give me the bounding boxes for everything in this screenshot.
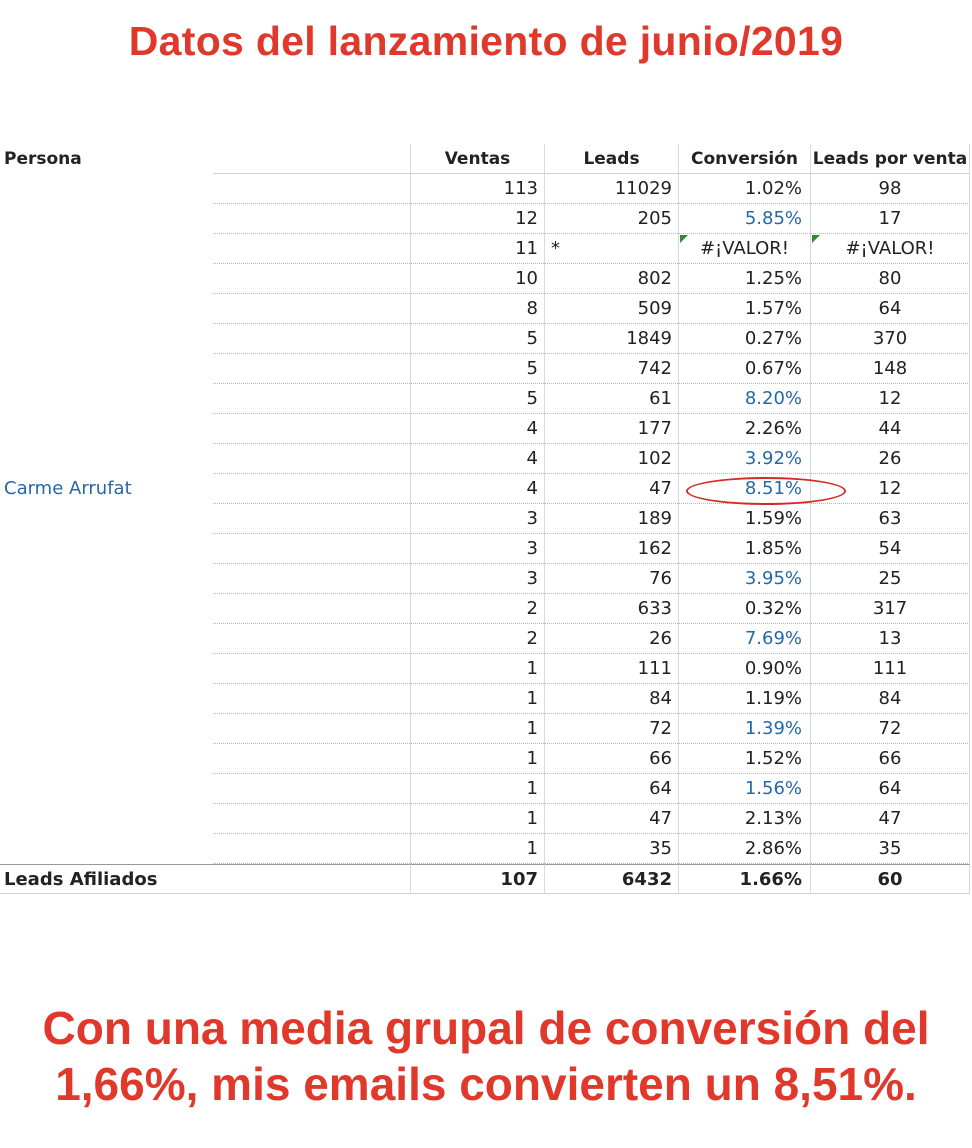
- cell-leads: 802: [544, 264, 678, 294]
- cell-ventas: 8: [410, 294, 544, 324]
- table-row: [0, 834, 972, 864]
- cell-ventas: 113: [410, 174, 544, 204]
- cell-leads-por-venta: 148: [810, 354, 970, 384]
- cell-persona: [0, 654, 410, 684]
- cell-leads-por-venta: 44: [810, 414, 970, 444]
- cell-conversion: 2.13%: [678, 804, 810, 834]
- cell-conversion: 5.85%: [678, 204, 810, 234]
- cell-persona: [0, 714, 410, 744]
- cell-persona: [0, 174, 410, 204]
- table-row: [0, 624, 972, 654]
- footer-ventas: 107: [410, 864, 544, 894]
- cell-leads: 633: [544, 594, 678, 624]
- cell-ventas: 2: [410, 624, 544, 654]
- conclusion-line-2: 1,66%, mis emails convierten un 8,51%.: [55, 1058, 917, 1110]
- table-row: [0, 534, 972, 564]
- cell-ventas: 1: [410, 714, 544, 744]
- error-indicator-icon: [812, 235, 820, 243]
- footer-conversion: 1.66%: [678, 864, 810, 894]
- cell-persona: [0, 744, 410, 774]
- cell-ventas: 4: [410, 474, 544, 504]
- table-header-row: [0, 144, 972, 174]
- table-row: [0, 384, 972, 414]
- table-row: [0, 774, 972, 804]
- conclusion-line-1: Con una media grupal de conversión del: [42, 1002, 930, 1054]
- cell-ventas: 5: [410, 354, 544, 384]
- table-row: [0, 174, 972, 204]
- cell-leads: 189: [544, 504, 678, 534]
- table-footer-row: [0, 864, 972, 894]
- cell-ventas: 5: [410, 384, 544, 414]
- cell-persona: [0, 414, 410, 444]
- cell-ventas: 3: [410, 504, 544, 534]
- cell-conversion: 0.67%: [678, 354, 810, 384]
- cell-conversion: 1.02%: [678, 174, 810, 204]
- cell-leads-por-venta: 47: [810, 804, 970, 834]
- cell-leads-por-venta: 64: [810, 294, 970, 324]
- cell-leads-por-venta: 17: [810, 204, 970, 234]
- cell-ventas: 3: [410, 534, 544, 564]
- table-row: [0, 714, 972, 744]
- cell-leads-por-venta: 317: [810, 594, 970, 624]
- header-ventas: Ventas: [410, 144, 544, 174]
- cell-leads: 72: [544, 714, 678, 744]
- cell-leads: 509: [544, 294, 678, 324]
- cell-leads: 61: [544, 384, 678, 414]
- cell-leads-por-venta: 12: [810, 474, 970, 504]
- cell-persona: [0, 384, 410, 414]
- cell-leads: 742: [544, 354, 678, 384]
- cell-leads: 84: [544, 684, 678, 714]
- cell-leads: 102: [544, 444, 678, 474]
- table-row: [0, 444, 972, 474]
- table-row: [0, 294, 972, 324]
- cell-persona: [0, 804, 410, 834]
- table-row: [0, 744, 972, 774]
- cell-conversion: 3.95%: [678, 564, 810, 594]
- cell-conversion: 1.52%: [678, 744, 810, 774]
- cell-persona: [0, 564, 410, 594]
- header-leads: Leads: [544, 144, 678, 174]
- cell-persona: [0, 294, 410, 324]
- cell-conversion: 1.25%: [678, 264, 810, 294]
- cell-conversion: 7.69%: [678, 624, 810, 654]
- cell-conversion: 0.90%: [678, 654, 810, 684]
- cell-persona: [0, 264, 410, 294]
- cell-persona: [0, 834, 410, 864]
- table-row: [0, 684, 972, 714]
- cell-ventas: 4: [410, 414, 544, 444]
- cell-ventas: 11: [410, 234, 544, 264]
- cell-ventas: 1: [410, 834, 544, 864]
- cell-conversion: 1.85%: [678, 534, 810, 564]
- cell-conversion: 2.86%: [678, 834, 810, 864]
- cell-leads-por-venta: 111: [810, 654, 970, 684]
- cell-leads-por-venta: 84: [810, 684, 970, 714]
- table-row: [0, 414, 972, 444]
- cell-persona: [0, 684, 410, 714]
- spreadsheet-table: [0, 144, 972, 894]
- cell-leads: 66: [544, 744, 678, 774]
- table-row: [0, 564, 972, 594]
- cell-persona: Carme Arrufat: [0, 474, 410, 504]
- cell-leads-por-venta: 370: [810, 324, 970, 354]
- cell-persona: [0, 354, 410, 384]
- cell-ventas: 12: [410, 204, 544, 234]
- cell-persona: [0, 774, 410, 804]
- cell-leads-por-venta: 12: [810, 384, 970, 414]
- cell-leads-por-venta: 54: [810, 534, 970, 564]
- table-row: [0, 504, 972, 534]
- cell-leads-note: *: [551, 238, 560, 259]
- cell-conversion: 3.92%: [678, 444, 810, 474]
- header-conversion: Conversión: [678, 144, 810, 174]
- cell-leads-por-venta: 72: [810, 714, 970, 744]
- cell-persona: [0, 624, 410, 654]
- cell-ventas: 1: [410, 774, 544, 804]
- error-indicator-icon: [680, 235, 688, 243]
- table-row: [0, 354, 972, 384]
- cell-conversion: 8.51%: [678, 474, 810, 504]
- cell-leads: 177: [544, 414, 678, 444]
- conclusion-text: [0, 1000, 972, 1112]
- cell-persona: [0, 594, 410, 624]
- cell-ventas: 5: [410, 324, 544, 354]
- cell-conversion: 1.19%: [678, 684, 810, 714]
- cell-conversion: 0.32%: [678, 594, 810, 624]
- cell-ventas: 3: [410, 564, 544, 594]
- cell-leads-por-venta: 35: [810, 834, 970, 864]
- cell-conversion: 1.56%: [678, 774, 810, 804]
- cell-leads-por-venta: 26: [810, 444, 970, 474]
- table-row: [0, 654, 972, 684]
- footer-persona: Leads Afiliados: [0, 864, 410, 894]
- table-row: [0, 234, 972, 264]
- cell-ventas: 4: [410, 444, 544, 474]
- cell-leads: 11029: [544, 174, 678, 204]
- cell-leads: 1849: [544, 324, 678, 354]
- cell-leads-por-venta: #¡VALOR!: [810, 234, 970, 264]
- cell-leads: 162: [544, 534, 678, 564]
- cell-leads: 47: [544, 804, 678, 834]
- header-persona: Persona: [0, 144, 410, 174]
- cell-leads-por-venta: 66: [810, 744, 970, 774]
- cell-leads: 47: [544, 474, 678, 504]
- cell-conversion: 2.26%: [678, 414, 810, 444]
- cell-leads: 35: [544, 834, 678, 864]
- cell-leads: 64: [544, 774, 678, 804]
- cell-leads: [544, 234, 678, 264]
- table-row: [0, 804, 972, 834]
- footer-leads: 6432: [544, 864, 678, 894]
- cell-ventas: 1: [410, 744, 544, 774]
- cell-leads-por-venta: 13: [810, 624, 970, 654]
- table-row: [0, 594, 972, 624]
- table-row: [0, 474, 972, 504]
- footer-leads-por-venta: 60: [810, 864, 970, 894]
- cell-conversion: 1.39%: [678, 714, 810, 744]
- cell-ventas: 1: [410, 804, 544, 834]
- table-row: [0, 264, 972, 294]
- cell-leads-por-venta: 98: [810, 174, 970, 204]
- table-row: [0, 324, 972, 354]
- cell-leads-por-venta: 80: [810, 264, 970, 294]
- cell-leads-por-venta: 25: [810, 564, 970, 594]
- cell-leads: 205: [544, 204, 678, 234]
- cell-persona: [0, 534, 410, 564]
- cell-ventas: 1: [410, 654, 544, 684]
- cell-leads-por-venta: 63: [810, 504, 970, 534]
- cell-conversion: #¡VALOR!: [678, 234, 810, 264]
- cell-ventas: 2: [410, 594, 544, 624]
- cell-leads-por-venta: 64: [810, 774, 970, 804]
- table-row: [0, 204, 972, 234]
- cell-conversion: 1.57%: [678, 294, 810, 324]
- cell-conversion: 8.20%: [678, 384, 810, 414]
- cell-ventas: 1: [410, 684, 544, 714]
- cell-conversion: 1.59%: [678, 504, 810, 534]
- cell-persona: [0, 444, 410, 474]
- header-leads-por-venta: Leads por venta: [810, 144, 970, 174]
- cell-leads: 111: [544, 654, 678, 684]
- cell-persona: [0, 234, 410, 264]
- cell-leads: 76: [544, 564, 678, 594]
- cell-leads: 26: [544, 624, 678, 654]
- cell-persona: [0, 324, 410, 354]
- page-title: Datos del lanzamiento de junio/2019: [128, 18, 844, 64]
- cell-persona: [0, 504, 410, 534]
- cell-ventas: 10: [410, 264, 544, 294]
- cell-persona: [0, 204, 410, 234]
- cell-conversion: 0.27%: [678, 324, 810, 354]
